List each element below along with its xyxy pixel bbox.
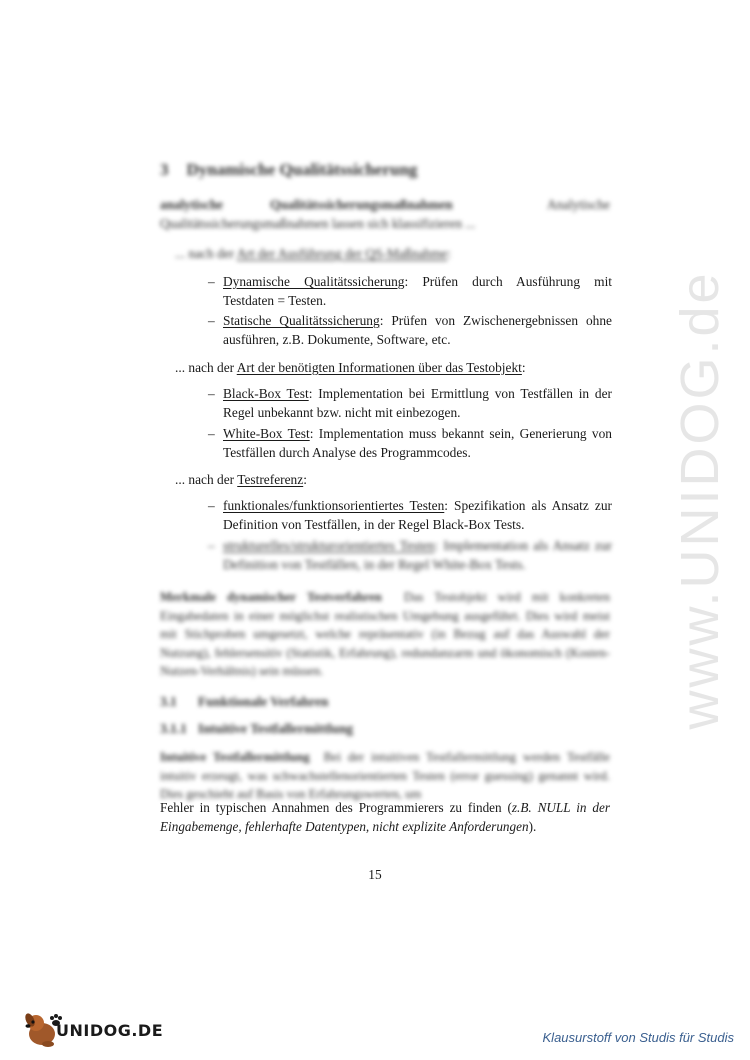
item-term: White-Box Test — [223, 426, 310, 441]
section-number: 3 — [160, 160, 169, 179]
group-1-criterion: Art der Ausführung der QS-Maßnahme — [236, 246, 448, 261]
subsection-number: 3.1 — [160, 694, 177, 709]
list-item: – strukturelles/strukturorientiertes Testen: Implementation als Ansatz zur Definition von Testfällen, in der Regel White-Box Tests. — [208, 538, 613, 572]
logo-text: UNIDOG.DE — [56, 1021, 164, 1040]
section-title: Dynamische Qualitätssicherung — [186, 160, 418, 179]
item-term: Black-Box Test — [223, 386, 309, 401]
list-item: – White-Box Test: Implementation muss bekannt sein, Generierung von Testfällen durch Analyse des Programmcodes. — [208, 426, 612, 460]
item-term: strukturelles/strukturorientiertes Testen — [223, 538, 435, 553]
list-item: – Statische Qualitätssicherung: Prüfen von Zwischenergebnissen ohne ausführen, z.B. Dokumente, Software, etc. — [208, 313, 612, 347]
item-text: : Prüfen von Zwischenergebnissen ohne ausführen, z.B. Dokumente, Software, etc. — [223, 313, 612, 347]
group-3-heading: ... nach der Testreferenz: — [175, 472, 307, 487]
item-term: Dynamische Qualitätssicherung — [223, 274, 405, 289]
intuitive-text-end: ). — [528, 819, 537, 834]
list-item: – Black-Box Test: Implementation bei Ermittlung von Testfällen in der Regel unbekannt bzw. nicht mit einbezogen. — [208, 386, 612, 420]
section-heading — [160, 160, 417, 180]
intro-text: Analytische Qualitätssicherungsmaßnahmen lassen sich klassifizieren ... — [160, 197, 610, 231]
merkmale-text: Das Testobjekt wird mit konkreten Eingabedaten in einer möglichst realistischen Umgebung ausgeführt. Dies wird meist mit Stichproben umgesetzt, welche repräsentativ (in Bezug auf das Auswahl der Nutzung), fehlersensitiv (Statistik, Erfahrung), redundanzarm und ökonomisch (Kosten-Nutzen-Verhältnis) sein müssen. — [160, 590, 610, 678]
item-text: : Implementation als Ansatz zur Definition von Testfällen, in der Regel White-Box Tests. — [223, 538, 613, 572]
intuitive-term: Intuitive Testfallermittlung — [160, 750, 310, 764]
item-text: : Implementation bei Ermittlung von Testfällen in der Regel unbekannt bzw. nicht mit einbezogen. — [223, 386, 612, 420]
item-term: Statische Qualitätssicherung — [223, 313, 380, 328]
merkmale-term: Merkmale dynamischer Testverfahren — [160, 590, 382, 604]
group-3-criterion: Testreferenz — [237, 472, 304, 487]
list-item: – Dynamische Qualitätssicherung: Prüfen durch Ausführung mit Testdaten = Testen. — [208, 274, 613, 308]
group-3-prefix: ... nach der — [175, 472, 235, 487]
intuitive-text-blurred: Bei der intuitiven Testfallermittlung werden Testfälle intuitiv erzeugt, was schwachstellenorientierten Testen (error guessing) genannt wird. Dies geschieht auf Basis von Erfahrungswerten, um — [160, 750, 611, 801]
subsubsection-title: Intuitive Testfallermittlung — [198, 721, 354, 736]
merkmale-paragraph — [160, 588, 610, 681]
subsection-heading — [160, 694, 328, 710]
item-text: : Spezifikation als Ansatz zur Definition von Testfällen, in der Regel Black-Box Tests. — [223, 498, 612, 532]
watermark: www.UNIDOG.de — [670, 270, 730, 730]
page-number: 15 — [368, 867, 382, 882]
group-1-heading: ... nach der Art der Ausführung der QS-Maßnahme: — [175, 246, 451, 261]
item-text: : Prüfen durch Ausführung mit Testdaten = Testen. — [223, 274, 613, 308]
item-text: : Implementation muss bekannt sein, Generierung von Testfällen durch Analyse des Programmcodes. — [223, 426, 612, 460]
list-item: – funktionales/funktionsorientiertes Testen: Spezifikation als Ansatz zur Definition von Testfällen, in der Regel Black-Box Tests. — [208, 498, 612, 532]
group-1-prefix: ... nach der — [175, 246, 235, 261]
subsubsection-number: 3.1.1 — [160, 721, 187, 736]
group-2-criterion: Art der benötigten Informationen über das Testobjekt — [236, 360, 522, 375]
group-2-heading: ... nach der Art der benötigten Informationen über das Testobjekt: — [175, 360, 526, 375]
intro-term: analytische Qualitätssicherungsmaßnahmen — [160, 197, 453, 212]
subsection-title: Funktionale Verfahren — [198, 694, 329, 709]
intuitive-paragraph-clear — [160, 798, 610, 836]
intuitive-text-clear: Fehler in typischen Annahmen des Programmierers zu finden ( — [160, 800, 512, 815]
subsubsection-heading — [160, 721, 353, 737]
item-term: funktionales/funktionsorientiertes Testen — [223, 498, 445, 513]
intuitive-paragraph-blurred — [160, 748, 610, 804]
intro-paragraph — [160, 195, 610, 233]
group-2-prefix: ... nach der — [175, 360, 235, 375]
intuitive-examples: z.B. NULL in der Eingabemenge, fehlerhafte Datentypen, nicht explizite Anforderungen — [160, 800, 610, 834]
footer-tagline: Klausurstoff von Studis für Studis — [542, 1030, 734, 1045]
